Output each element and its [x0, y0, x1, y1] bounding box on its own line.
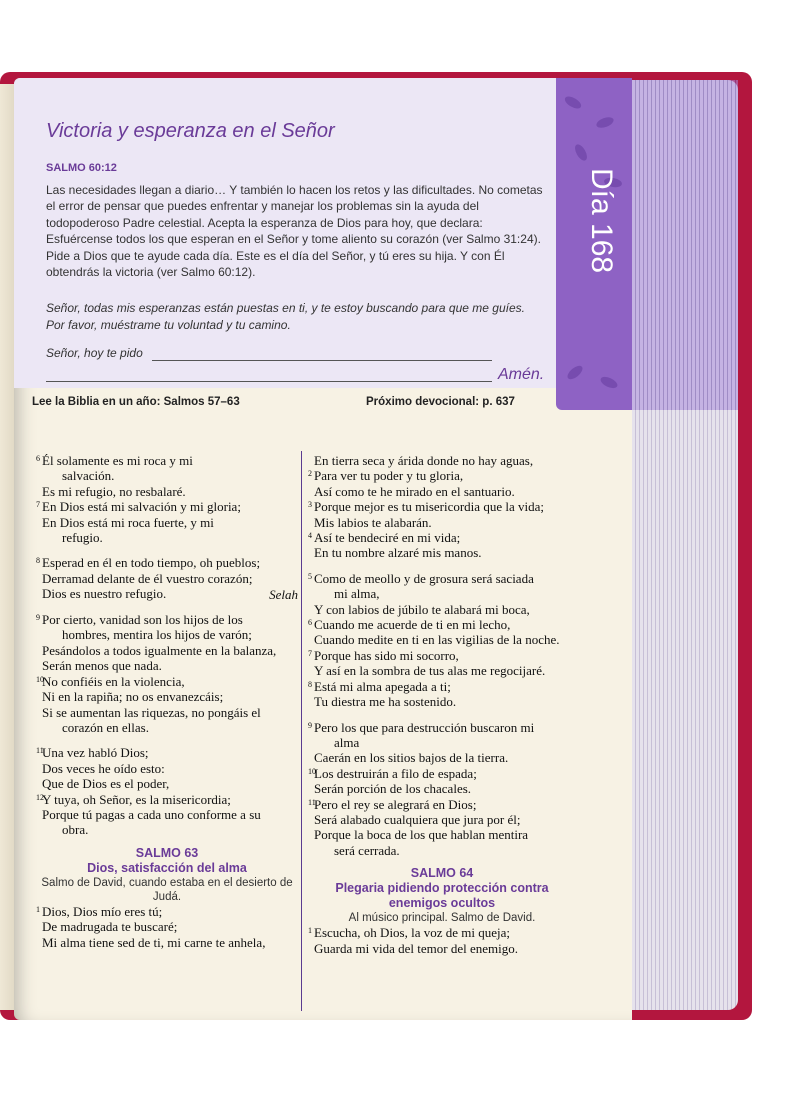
verse-number: 10 — [308, 766, 316, 776]
verse-text: Pero los que para destrucción buscaron mi — [314, 719, 535, 735]
verse-text: Por cierto, vanidad son los hijos de los — [42, 612, 243, 628]
verse-text: Mi alma tiene sed de ti, mi carne te anhela, — [42, 934, 266, 950]
verse-text: En Dios está mi salvación y mi gloria; — [42, 499, 241, 515]
selah-mark: Selah — [269, 586, 298, 602]
verse-text: obra. — [62, 822, 89, 838]
verse-text: alma — [334, 734, 360, 750]
verse-text: No confiéis en la violencia, — [42, 673, 185, 689]
verse-line — [308, 453, 576, 468]
verse-line — [308, 530, 576, 545]
psalm-number: SALMO 63 — [135, 845, 199, 860]
verse-line — [308, 679, 576, 694]
verse-text: Ni en la rapiña; no os envanezcáis; — [42, 689, 224, 705]
psalm-number: SALMO 64 — [410, 866, 474, 881]
verse-text: Cuando medite en ti en las vigilias de la noche. — [314, 632, 560, 648]
verse-text: mi alma, — [334, 586, 380, 602]
verse-number: 5 — [308, 571, 312, 581]
verse-text: Así como te he mirado en el santuario. — [314, 483, 515, 499]
verse-line — [36, 761, 298, 776]
verse-number: 1 — [36, 904, 40, 914]
verse-text: Pesándolos a todos igualmente en la balanza, — [42, 642, 277, 658]
verse-line — [308, 663, 576, 678]
verse-text: Tu diestra me ha sostenido. — [314, 694, 457, 710]
verse-number: 6 — [36, 454, 40, 463]
amen-label: Amén. — [498, 366, 545, 383]
verse-line — [308, 484, 576, 499]
verse-number: 9 — [308, 720, 312, 730]
verse-line — [308, 812, 576, 827]
verse-text: salvación. — [62, 468, 115, 484]
verse-text: Así te bendeciré en mi vida; — [314, 530, 461, 546]
verse-text: Y así en la sombra de tus alas me regocijaré. — [314, 663, 546, 679]
verse-text: Y con labios de júbilo te alabará mi boca, — [314, 601, 530, 617]
verse-text: Dios es nuestro refugio. — [42, 586, 167, 602]
verse-text: De madrugada te buscaré; — [42, 919, 178, 935]
verse-line — [36, 515, 298, 530]
verse-number: 4 — [308, 531, 312, 541]
verse-number: 8 — [308, 679, 312, 689]
verse-number: 11 — [308, 797, 316, 807]
verse-text: corazón en ellas. — [62, 719, 149, 735]
verse-text: Porque tú pagas a cada uno conforme a su — [42, 806, 261, 822]
verse-line — [308, 468, 576, 483]
verse-text: Es mi refugio, no resbalaré. — [42, 483, 186, 499]
verse-text: Será alabado cualquiera que jura por él; — [314, 811, 521, 827]
verse-text: Esperad en él en todo tiempo, oh pueblos; — [42, 555, 261, 571]
verse-text: Él solamente es mi roca y mi — [42, 453, 193, 468]
verse-line — [36, 627, 298, 642]
verse-text: Y tuya, oh Señor, es la misericordia; — [42, 791, 231, 807]
right-scripture-column — [308, 453, 576, 956]
verse-line — [36, 658, 298, 673]
verse-number: 6 — [308, 618, 312, 628]
reading-plan: Lee la Biblia en un año: Salmos 57–63 — [32, 396, 240, 408]
verse-line — [36, 689, 298, 704]
verse-number: 11 — [36, 746, 44, 756]
verse-text: refugio. — [62, 530, 103, 546]
next-devotional: Próximo devocional: p. 637 — [366, 396, 515, 408]
psalm-title: Dios, satisfacción del alma — [87, 860, 247, 875]
verse-line — [36, 935, 298, 950]
verse-line — [308, 617, 576, 632]
verse-line — [36, 530, 298, 545]
verse-line — [308, 602, 576, 617]
verse-number: 10 — [36, 674, 44, 684]
devotional-box — [14, 78, 604, 388]
verse-text: Una vez habló Dios; — [42, 745, 149, 761]
verse-line — [36, 776, 298, 791]
verse-line — [308, 515, 576, 530]
column-divider — [301, 451, 302, 1011]
verse-line — [308, 797, 576, 812]
verse-line — [36, 453, 298, 468]
verse-text: En tierra seca y árida donde no hay aguas, — [314, 453, 534, 468]
verse-number: 1 — [308, 926, 312, 936]
verse-text: Serán menos que nada. — [42, 658, 162, 674]
verse-text: En tu nombre alzaré mis manos. — [314, 545, 482, 561]
verse-line — [36, 807, 298, 822]
verse-line — [36, 571, 298, 586]
verse-text: Dios, Dios mío eres tú; — [42, 903, 163, 919]
verse-line — [308, 720, 576, 735]
verse-line — [36, 919, 298, 934]
verse-line — [308, 843, 576, 858]
verse-line — [36, 720, 298, 735]
verse-text: Si se aumentan las riquezas, no pongáis el — [42, 704, 261, 720]
devotional-prayer: Señor, todas mis esperanzas están puestas en ti, y te estoy buscando para que me guíes. Por favor, muéstrame tu voluntad y tu camino. — [46, 301, 525, 332]
verse-line — [308, 766, 576, 781]
verse-number: 8 — [36, 556, 40, 566]
verse-text: Caerán en los sitios bajos de la tierra. — [314, 750, 509, 766]
verse-text: Para ver tu poder y tu gloria, — [314, 468, 464, 484]
verse-line — [308, 925, 576, 940]
verse-line — [36, 586, 298, 601]
verse-line — [36, 499, 298, 514]
verse-line — [36, 745, 298, 760]
prayer-write-line — [152, 360, 492, 361]
verse-line — [36, 555, 298, 570]
verse-text: Dos veces he oído esto: — [42, 760, 165, 776]
day-number-label: Día 168 — [585, 168, 618, 274]
verse-text: Escucha, oh Dios, la voz de mi queja; — [314, 925, 511, 941]
verse-number: 2 — [308, 469, 312, 479]
verse-text: Pero el rey se alegrará en Dios; — [314, 796, 477, 812]
verse-line — [36, 705, 298, 720]
bible-page — [14, 78, 632, 1020]
verse-text: Los destruirán a filo de espada; — [314, 765, 477, 781]
verse-text: Cuando me acuerde de ti en mi lecho, — [314, 617, 511, 633]
verse-line — [308, 545, 576, 560]
verse-text: Porque has sido mi socorro, — [314, 647, 459, 663]
verse-text: será cerrada. — [334, 842, 400, 858]
verse-line — [36, 792, 298, 807]
psalm-superscription: Al músico principal. Salmo de David. — [348, 912, 536, 925]
verse-line — [36, 484, 298, 499]
verse-text: Guarda mi vida del temor del enemigo. — [314, 940, 518, 956]
verse-line — [308, 571, 576, 586]
verse-text: En Dios está mi roca fuerte, y mi — [42, 514, 214, 530]
verse-text: Derramad delante de él vuestro corazón; — [42, 570, 253, 586]
verse-line — [36, 468, 298, 483]
verse-text: Que de Dios es el poder, — [42, 776, 170, 792]
verse-line — [308, 586, 576, 601]
verse-line — [36, 643, 298, 658]
verse-text: Serán porción de los chacales. — [314, 781, 472, 797]
prayer-write-line-2 — [46, 381, 492, 382]
verse-line — [36, 674, 298, 689]
verse-number: 9 — [36, 613, 40, 623]
psalm-superscription: Salmo de David, cuando estaba en el desierto de Judá. — [41, 876, 293, 903]
verse-number: 7 — [308, 648, 312, 658]
verse-line — [308, 941, 576, 956]
verse-line — [36, 822, 298, 837]
verse-number: 3 — [308, 500, 312, 510]
page-edges — [620, 80, 738, 1010]
verse-line — [308, 750, 576, 765]
devotional-body: Las necesidades llegan a diario… Y también lo hacen los retos y las dificultades. No cometas el error de pensar que puedes enfrentar y manejar los problemas sin la ayuda del todopoderoso Padre celestial. Acepta la esperanza de Dios para hoy, que declara: Esfuércense todos los que esperan en el Señor y tome aliento su corazón (ver Salmo 31:24). Pide a Dios que te ayude cada día. Este es el día del Señor, y tú eres su hija. Y con Él obtendrás la victoria (ver Salmo 60:12). — [46, 183, 543, 280]
verse-line — [308, 735, 576, 750]
prayer-prompt: Señor, hoy te pido — [46, 346, 143, 360]
verse-line — [308, 827, 576, 842]
devotional-reference: SALMO 60:12 — [46, 162, 117, 174]
verse-line — [308, 694, 576, 709]
verse-line — [308, 648, 576, 663]
verse-line — [308, 781, 576, 796]
psalm-title: Plegaria pidiendo protección contra enemigos ocultos — [335, 881, 549, 911]
verse-text: Porque la boca de los que hablan mentira — [314, 827, 529, 843]
verse-number: 7 — [36, 500, 40, 510]
verse-number: 12 — [36, 792, 44, 802]
verse-line — [36, 612, 298, 627]
verse-text: Está mi alma apegada a ti; — [314, 678, 451, 694]
verse-line — [36, 904, 298, 919]
verse-text: hombres, mentira los hijos de varón; — [62, 627, 252, 643]
left-scripture-column — [36, 453, 298, 950]
verse-line — [308, 499, 576, 514]
left-page-edge — [0, 84, 14, 1010]
verse-text: Porque mejor es tu misericordia que la vida; — [314, 499, 544, 515]
devotional-title: Victoria y esperanza en el Señor — [46, 120, 335, 142]
verse-line — [308, 632, 576, 647]
verse-text: Mis labios te alabarán. — [314, 514, 432, 530]
verse-text: Como de meollo y de grosura será saciada — [314, 570, 534, 586]
